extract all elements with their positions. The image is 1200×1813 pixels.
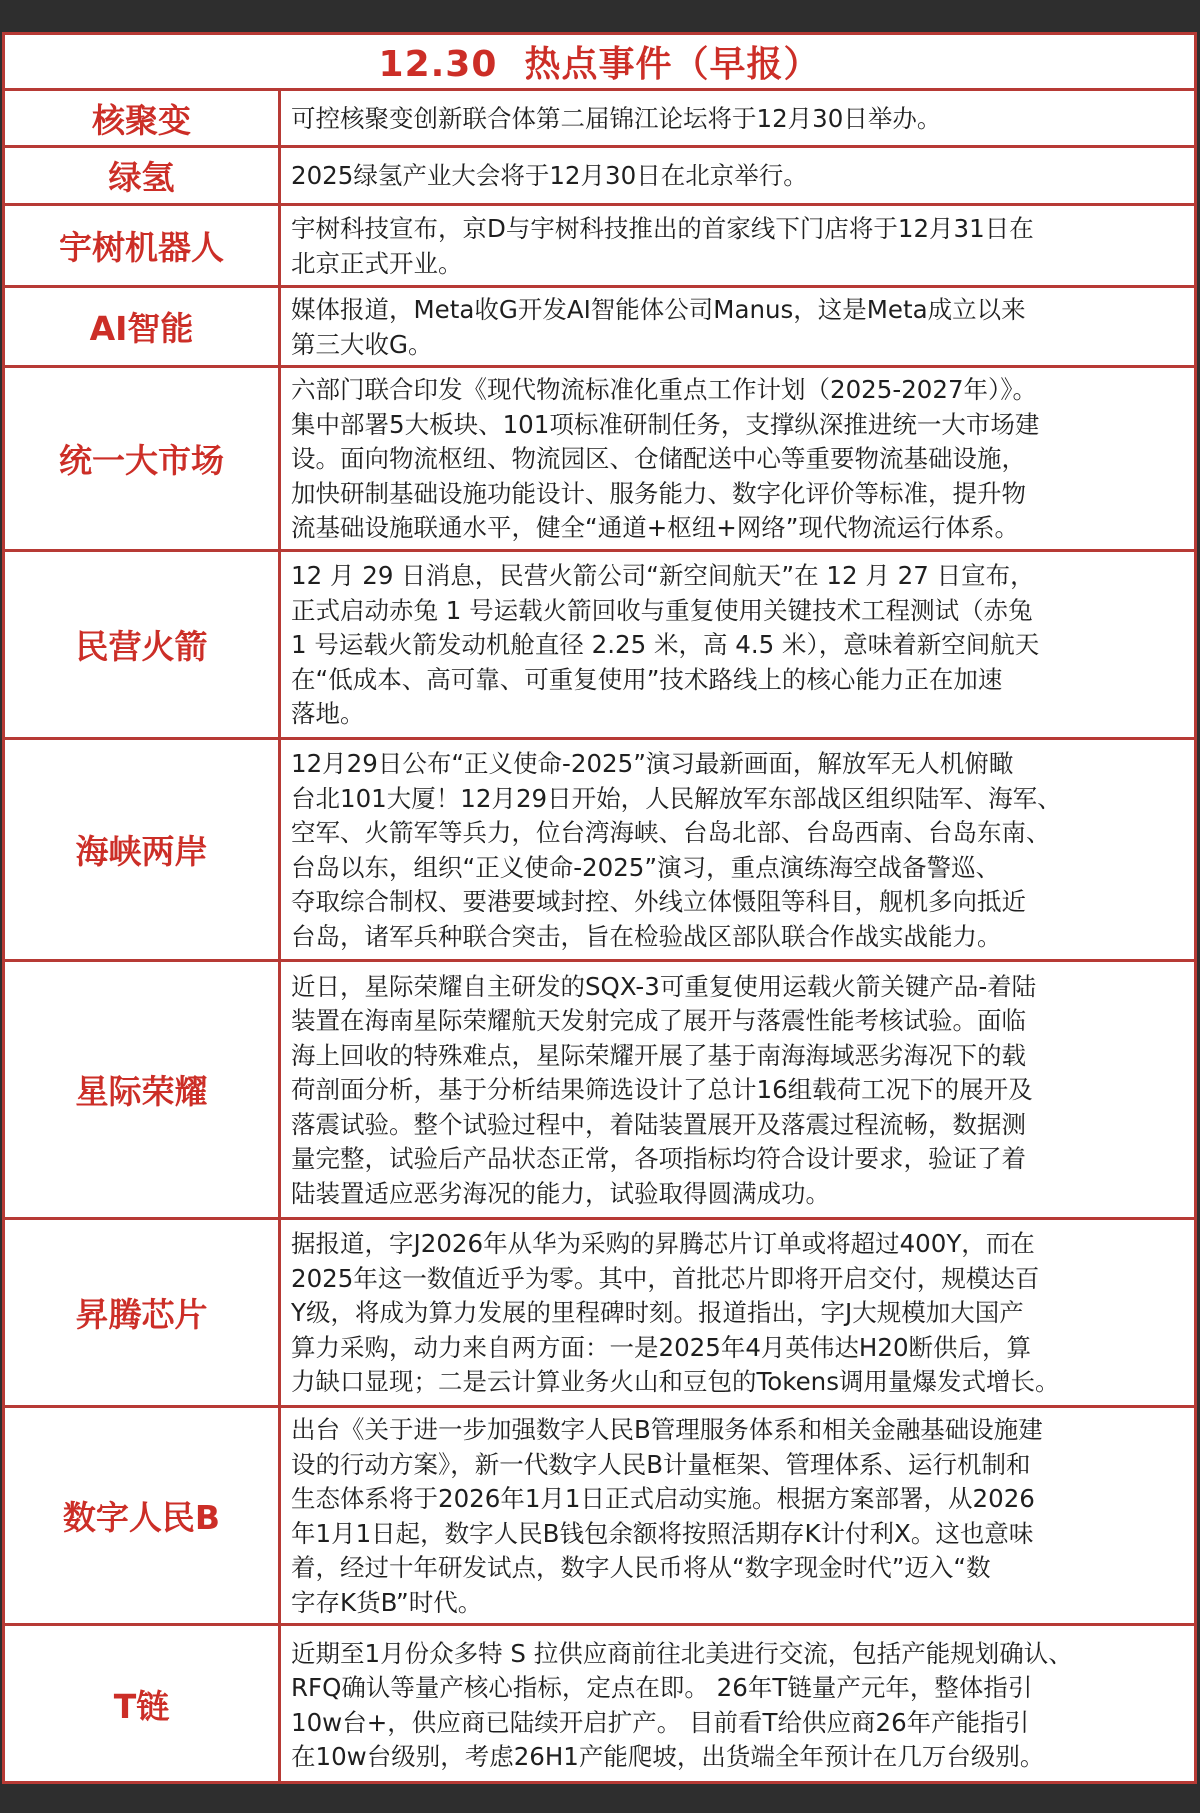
category-label: 统一大市场 bbox=[5, 368, 281, 549]
description-line: 据报道，字J2026年从华为采购的昇腾芯片订单或将超过400Y，而在 bbox=[291, 1229, 1035, 1259]
description-line: 近日，星际荣耀自主研发的SQX-3可重复使用运载火箭关键产品-着陆 bbox=[291, 971, 1037, 1001]
table-row bbox=[5, 740, 1194, 962]
description-line: 在“低成本、高可靠、可重复使用”技术路线上的核心能力正在加速 bbox=[291, 664, 1003, 694]
table-row bbox=[5, 91, 1194, 148]
description-line: 2025年这一数值近乎为零。其中，首批芯片即将开启交付，规模达百 bbox=[291, 1263, 1040, 1293]
description-line: 字存K货B”时代。 bbox=[291, 1587, 483, 1617]
title-row bbox=[5, 35, 1194, 91]
description-line: 近期至1月份众多特 S 拉供应商前往北美进行交流，包括产能规划确认、 bbox=[291, 1638, 1073, 1668]
description-line: 台岛，诸军兵种联合突击，旨在检验战区部队联合作战实战能力。 bbox=[291, 921, 1002, 951]
table-row bbox=[5, 206, 1194, 288]
description-line: 在10w台级别，考虑26H1产能爬坡，出货端全年预计在几万台级别。 bbox=[291, 1742, 1045, 1771]
description-line: 12 月 29 日消息，民营火箭公司“新空间航天”在 12 月 27 日宣布， bbox=[291, 561, 1035, 591]
category-label: 海峡两岸 bbox=[5, 740, 281, 959]
description-line: 台北101大厦！12月29日开始，人民解放军东部战区组织陆军、海军、 bbox=[291, 783, 1062, 813]
event-description bbox=[281, 1408, 1194, 1623]
page-title: 12.30 热点事件（早报） bbox=[378, 44, 821, 85]
description-line: 着，经过十年研发试点，数字人民币将从“数字现金时代”迈入“数 bbox=[291, 1553, 991, 1582]
description-line: 出台《关于进一步加强数字人民B管理服务体系和相关金融基础设施建 bbox=[291, 1415, 1043, 1444]
event-description bbox=[281, 206, 1194, 285]
event-description bbox=[281, 1626, 1194, 1783]
category-label: 星际荣耀 bbox=[5, 962, 281, 1217]
description-line: 落震试验。整个试验过程中，着陆装置展开及落震过程流畅，数据测 bbox=[291, 1109, 1026, 1139]
category-label: 民营火箭 bbox=[5, 552, 281, 737]
description-line: 空军、火箭军等兵力，位台湾海峡、台岛北部、台岛西南、台岛东南、 bbox=[291, 818, 1051, 847]
description-line: 六部门联合印发《现代物流标准化重点工作计划（2025-2027年）》。 bbox=[291, 375, 1038, 405]
description-line: 北京正式开业。 bbox=[291, 248, 463, 278]
description-line: 设的行动方案》，新一代数字人民B计量框架、管理体系、运行机制和 bbox=[291, 1449, 1031, 1479]
event-description bbox=[281, 552, 1194, 737]
description-line: 设。面向物流枢纽、物流园区、仓储配送中心等重要物流基础设施， bbox=[291, 444, 1026, 474]
table-row bbox=[5, 552, 1194, 740]
description-line: 荷剖面分析，基于分析结果筛选设计了总计16组载荷工况下的展开及 bbox=[291, 1075, 1033, 1105]
table-row bbox=[5, 1408, 1194, 1626]
description-line: 10w台+，供应商已陆续开启扩产。 目前看T给供应商26年产能指引 bbox=[291, 1707, 1030, 1737]
description-line: 12月29日公布“正义使命-2025”演习最新画面，解放军无人机俯瞰 bbox=[291, 749, 1014, 778]
category-label: 数字人民B bbox=[5, 1408, 281, 1623]
description-line: 台岛以东，组织“正义使命-2025”演习，重点演练海空战备警巡、 bbox=[291, 852, 1001, 882]
event-rows bbox=[5, 91, 1194, 1783]
table-row bbox=[5, 1220, 1194, 1408]
hot-events-table bbox=[2, 32, 1197, 1784]
table-row bbox=[5, 962, 1194, 1220]
description-line: Y级，将成为算力发展的里程碑时刻。报道指出，字J大规模加大国产 bbox=[291, 1298, 1024, 1328]
table-row bbox=[5, 368, 1194, 552]
category-label: 宇树机器人 bbox=[5, 206, 281, 285]
description-line: 加快研制基础设施功能设计、服务能力、数字化评价等标准，提升物 bbox=[291, 478, 1026, 508]
description-line: 夺取综合制权、要港要域封控、外线立体慑阻等科目，舰机多向抵近 bbox=[291, 887, 1026, 916]
description-line: 可控核聚变创新联合体第二届锦江论坛将于12月30日举办。 bbox=[291, 103, 942, 133]
description-line: 力缺口显现；二是云计算业务火山和豆包的Tokens调用量爆发式增长。 bbox=[291, 1367, 1060, 1397]
category-label: T链 bbox=[5, 1626, 281, 1783]
description-line: 正式启动赤兔 1 号运载火箭回收与重复使用关键技术工程测试（赤兔 bbox=[291, 595, 1033, 625]
table-row bbox=[5, 148, 1194, 206]
description-line: 媒体报道，Meta收G开发AI智能体公司Manus，这是Meta成立以来 bbox=[291, 295, 1026, 324]
description-line: 1 号运载火箭发动机舱直径 2.25 米，高 4.5 米），意味着新空间航天 bbox=[291, 630, 1040, 660]
description-line: 流基础设施联通水平，健全“通道+枢纽+网络”现代物流运行体系。 bbox=[291, 513, 1019, 543]
description-line: 第三大收G。 bbox=[291, 329, 433, 359]
category-label: 昇腾芯片 bbox=[5, 1220, 281, 1405]
description-line: 年1月1日起，数字人民B钱包余额将按照活期存K计付利X。这也意味 bbox=[291, 1518, 1034, 1548]
description-line: 海上回收的特殊难点，星际荣耀开展了基于南海海域恶劣海况下的载 bbox=[291, 1040, 1026, 1070]
event-description bbox=[281, 1220, 1194, 1405]
category-label: 绿氢 bbox=[5, 148, 281, 203]
category-label: AI智能 bbox=[5, 288, 281, 365]
description-line: 生态体系将于2026年1月1日正式启动实施。根据方案部署，从2026 bbox=[291, 1484, 1035, 1513]
description-line: 集中部署5大板块、101项标准研制任务，支撑纵深推进统一大市场建 bbox=[291, 409, 1040, 439]
description-line: 量完整，试验后产品状态正常，各项指标均符合设计要求，验证了着 bbox=[291, 1144, 1026, 1174]
table-row bbox=[5, 288, 1194, 368]
description-line: 装置在海南星际荣耀航天发射完成了展开与落震性能考核试验。面临 bbox=[291, 1006, 1026, 1036]
event-description bbox=[281, 91, 1194, 145]
event-description bbox=[281, 148, 1194, 203]
event-description bbox=[281, 962, 1194, 1217]
description-line: RFQ确认等量产核心指标，定点在即。 26年T链量产元年，整体指引 bbox=[291, 1673, 1033, 1702]
description-line: 宇树科技宣布，京D与宇树科技推出的首家线下门店将于12月31日在 bbox=[291, 214, 1034, 243]
category-label: 核聚变 bbox=[5, 91, 281, 145]
event-description bbox=[281, 288, 1194, 365]
event-description bbox=[281, 368, 1194, 549]
event-description bbox=[281, 740, 1194, 959]
description-line: 2025绿氢产业大会将于12月30日在北京举行。 bbox=[291, 161, 808, 191]
table-row bbox=[5, 1626, 1194, 1783]
description-line: 陆装置适应恶劣海况的能力，试验取得圆满成功。 bbox=[291, 1178, 830, 1208]
description-line: 落地。 bbox=[291, 699, 365, 729]
description-line: 算力采购，动力来自两方面：一是2025年4月英伟达H20断供后，算 bbox=[291, 1332, 1032, 1362]
